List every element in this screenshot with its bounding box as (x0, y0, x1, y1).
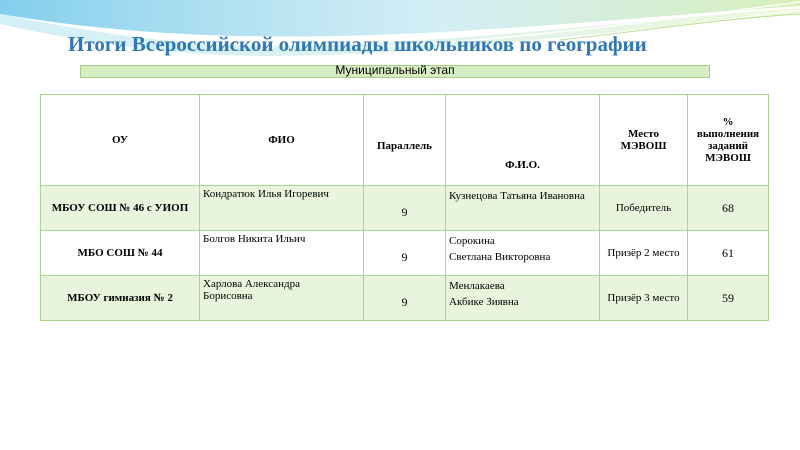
cell-parallel: 9 (364, 276, 446, 321)
header-fio: ФИО (200, 95, 364, 186)
cell-fio: Болгов Никита Ильич (200, 231, 364, 276)
cell-org: МБО СОШ № 44 (41, 231, 200, 276)
header-parallel: Параллель (364, 95, 446, 186)
header-percent: % выполнения заданий МЭВОШ (688, 95, 769, 186)
cell-teacher: Менлакаева Акбике Зиявна (446, 276, 600, 321)
cell-parallel: 9 (364, 231, 446, 276)
table-row (41, 231, 769, 276)
cell-org: МБОУ СОШ № 46 с УИОП (41, 186, 200, 231)
cell-parallel: 9 (364, 186, 446, 231)
table-row (41, 276, 769, 321)
cell-place: Победитель (600, 186, 688, 231)
table-row (41, 186, 769, 231)
results-table (40, 94, 769, 321)
cell-percent: 68 (688, 186, 769, 231)
cell-percent: 61 (688, 231, 769, 276)
cell-place: Призёр 3 место (600, 276, 688, 321)
header-org: ОУ (41, 95, 200, 186)
cell-percent: 59 (688, 276, 769, 321)
header-place: Место МЭВОШ (600, 95, 688, 186)
cell-teacher: Сорокина Светлана Викторовна (446, 231, 600, 276)
cell-fio: Харлова Александра Борисовна (200, 276, 364, 321)
stage-label: Муниципальный этап (335, 63, 455, 77)
cell-fio: Кондратюк Илья Игоревич (200, 186, 364, 231)
table-header-row (41, 95, 769, 186)
slide-title: Итоги Всероссийской олимпиады школьников по географии (68, 32, 647, 56)
header-teacher: Ф.И.О. (446, 95, 600, 186)
cell-org: МБОУ гимназия № 2 (41, 276, 200, 321)
cell-place: Призёр 2 место (600, 231, 688, 276)
cell-teacher: Кузнецова Татьяна Ивановна (446, 186, 600, 231)
